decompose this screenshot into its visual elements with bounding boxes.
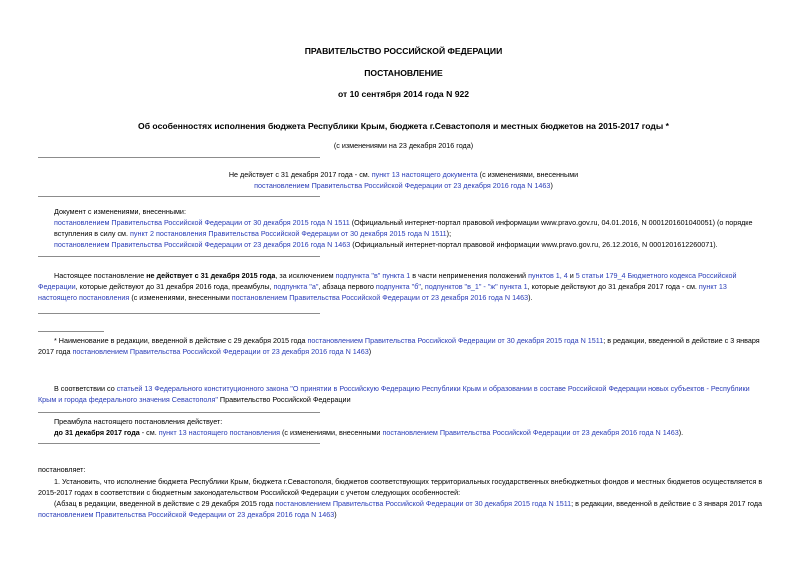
footnote-link-1463[interactable]: постановлением Правительства Российской Федерации от 23 декабря 2016 года N 1463 bbox=[72, 347, 369, 356]
status-text: ) bbox=[550, 181, 553, 190]
link-point-13[interactable]: пункт 13 bbox=[698, 282, 727, 291]
item-note-text: ; в редакции, введенной в действие с 3 января 2017 года bbox=[571, 499, 763, 508]
status-line-1 bbox=[0, 170, 807, 179]
item-1-note bbox=[54, 498, 762, 509]
changes-link-1463[interactable]: постановлением Правительства Российской Федерации от 23 декабря 2016 года N 1463 bbox=[54, 240, 351, 249]
link-subpoints-v1-zh[interactable]: подпунктов "в_1" - "ж" пункта 1 bbox=[424, 282, 528, 291]
link-1463[interactable]: постановлением Правительства Российской Федерации от 23 декабря 2016 года N 1463 bbox=[231, 293, 529, 302]
status-link-1463[interactable]: постановлением Правительства Российской Федерации от 23 декабря 2016 года N 1463 bbox=[254, 181, 551, 190]
document-date-number: от 10 сентября 2014 года N 922 bbox=[337, 89, 470, 99]
link-article-13-constitutional-law[interactable]: статьей 13 Федерального конституционного закона "О принятии в Российскую Федерацию Республики Крым и образовании в составе Российской Федерации новых субъектов - Республики bbox=[116, 384, 750, 393]
validity-text: , абзаца первого bbox=[318, 282, 376, 291]
accordance-text: В соответствии со bbox=[54, 384, 117, 393]
changes-line-2 bbox=[54, 228, 451, 239]
changes-line-1 bbox=[54, 217, 753, 228]
validity-text: Настоящее постановление bbox=[54, 271, 147, 280]
preamble-link-1463[interactable]: постановлением Правительства Российской Федерации от 23 декабря 2016 года N 1463 bbox=[382, 428, 679, 437]
validity-text: , bbox=[420, 282, 425, 291]
validity-text: ). bbox=[528, 293, 533, 302]
status-text: (с изменениями, внесенными bbox=[477, 170, 579, 179]
link-subpoint-b[interactable]: подпункта "б" bbox=[375, 282, 421, 291]
changes-text: (Официальный интернет-портал правовой информации www.pravo.gov.ru, 26.12.2016, N 0001201612260071). bbox=[350, 240, 718, 249]
footnote-divider bbox=[38, 331, 104, 332]
footnote-text: ) bbox=[368, 347, 372, 356]
footnote-text: ; в редакции, введенной в действие с 3 января bbox=[603, 336, 760, 345]
changes-line-3 bbox=[54, 239, 718, 250]
document-type: ПОСТАНОВЛЕНИЕ bbox=[364, 68, 443, 78]
changes-text: ); bbox=[446, 229, 452, 238]
preamble-validity bbox=[54, 427, 683, 438]
changes-text: вступления в силу см. bbox=[54, 229, 130, 238]
changes-text: (Официальный интернет-портал правовой информации www.pravo.gov.ru, 04.01.2016, N 0001201601040051) (о порядке bbox=[349, 218, 753, 227]
item-note-link-1463[interactable]: постановлением Правительства Российской Федерации от 23 декабря 2016 года N 1463 bbox=[38, 510, 335, 519]
preamble-heading: Преамбула настоящего постановления действует: bbox=[54, 417, 223, 426]
accordance-text: Правительство Российской Федерации bbox=[217, 395, 351, 404]
link-points-1-4[interactable]: пунктов 1, 4 bbox=[528, 271, 568, 280]
resolves-label: постановляет: bbox=[38, 465, 86, 474]
status-text: Не действует с 31 декабря 2017 года - см. bbox=[228, 170, 372, 179]
divider bbox=[38, 412, 320, 413]
validity-bold-text: не действует с 31 декабря 2015 года bbox=[146, 271, 276, 280]
status-line-2 bbox=[0, 181, 807, 190]
footnote-text: 2017 года bbox=[38, 347, 73, 356]
item-1-note-cont bbox=[38, 509, 337, 520]
item-1-line-2: 2015-2017 годах в соответствии с бюджетным законодательством Российской Федерации с учетом следующих особенностей: bbox=[38, 488, 461, 497]
link-subpoint-v-point-1[interactable]: подпункта "в" пункта 1 bbox=[335, 271, 411, 280]
divider bbox=[38, 256, 320, 257]
validity-text: , которые действуют до 31 декабря 2016 года, преамбулы, bbox=[75, 282, 274, 291]
link-article-179-4[interactable]: Федерации bbox=[38, 282, 76, 291]
footnote-text: * Наименование в редакции, введенной в действие с 29 декабря 2015 года bbox=[54, 336, 308, 345]
link-point-13[interactable]: настоящего постановления bbox=[38, 293, 130, 302]
validity-text: в части неприменения положений bbox=[410, 271, 529, 280]
preamble-text: (с изменениями, внесенными bbox=[279, 428, 383, 437]
validity-text: , которые действуют до 31 декабря 2017 года - см. bbox=[527, 282, 699, 291]
item-note-text: ) bbox=[334, 510, 337, 519]
divider bbox=[38, 313, 320, 314]
divider bbox=[38, 157, 320, 158]
validity-paragraph bbox=[38, 270, 768, 303]
preamble-link-point-13[interactable]: пункт 13 настоящего постановления bbox=[158, 428, 280, 437]
preamble-text: ). bbox=[678, 428, 684, 437]
link-article-179-4[interactable]: 5 статьи 179_4 Бюджетного кодекса Российской bbox=[575, 271, 737, 280]
item-note-link-1511[interactable]: постановлением Правительства Российской Федерации от 30 декабря 2015 года N 1511 bbox=[275, 499, 572, 508]
title-footnote bbox=[38, 335, 768, 357]
divider bbox=[38, 443, 320, 444]
status-link-point-13[interactable]: пункт 13 настоящего документа bbox=[371, 170, 478, 179]
changes-link-1511[interactable]: постановлением Правительства Российской Федерации от 30 декабря 2015 года N 1511 bbox=[54, 218, 350, 227]
document-title: Об особенностях исполнения бюджета Республики Крым, бюджета г.Севастополя и местных бюджетов на 2015-2017 годы * bbox=[138, 121, 669, 131]
validity-text: и bbox=[567, 271, 576, 280]
link-article-13-constitutional-law[interactable]: Крым и города федерального значения Севастополя" bbox=[38, 395, 218, 404]
validity-text: (с изменениями, внесенными bbox=[129, 293, 232, 302]
government-heading: ПРАВИТЕЛЬСТВО РОССИЙСКОЙ ФЕДЕРАЦИИ bbox=[304, 46, 503, 56]
item-1-line-1: 1. Установить, что исполнение бюджета Республики Крым, бюджета г.Севастополя, бюджетов соответствующих территориальных государственных внебюджетных фондов и местных бюджетов осуществляется в bbox=[54, 477, 763, 486]
validity-text: , за исключением bbox=[275, 271, 336, 280]
amendments-note: (с изменениями на 23 декабря 2016 года) bbox=[333, 141, 474, 150]
divider bbox=[38, 196, 320, 197]
footnote-link-1511[interactable]: постановлением Правительства Российской Федерации от 30 декабря 2015 года N 1511 bbox=[307, 336, 604, 345]
link-subpoint-a[interactable]: подпункта "а" bbox=[273, 282, 319, 291]
item-note-text: (Абзац в редакции, введенной в действие с 29 декабря 2015 года bbox=[54, 499, 276, 508]
changes-link-point-2-1511[interactable]: пункт 2 постановления Правительства Российской Федерации от 30 декабря 2015 года N 1511 bbox=[130, 229, 447, 238]
preamble-text: - см. bbox=[139, 428, 159, 437]
accordance-paragraph bbox=[38, 383, 768, 405]
preamble-bold-text: до 31 декабря 2017 года bbox=[54, 428, 140, 437]
changes-heading: Документ с изменениями, внесенными: bbox=[54, 207, 186, 216]
